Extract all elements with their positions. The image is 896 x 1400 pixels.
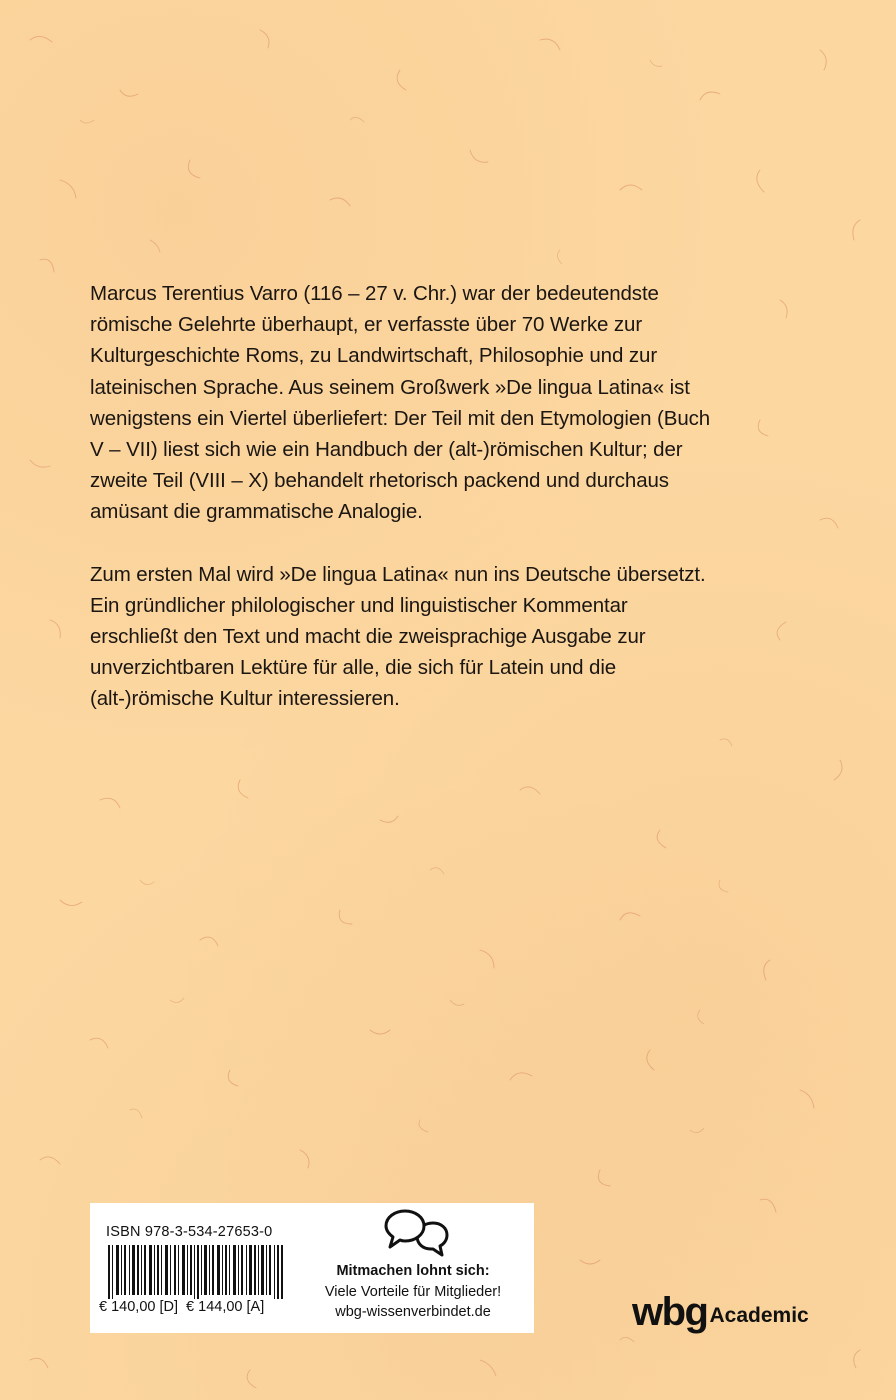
promo-text: Viele Vorteile für Mitglieder! [324, 1283, 502, 1300]
publisher-logo [632, 1290, 809, 1335]
back-cover-blurb [90, 278, 712, 746]
chat-bubbles-icon [383, 1209, 453, 1261]
price-line [99, 1299, 268, 1315]
logo-wbg: wbg [632, 1290, 708, 1334]
promo-website: wbg-wissenverbindet.de [335, 1304, 491, 1320]
logo-imprint: Academic [709, 1304, 809, 1327]
price-austria: € 144,00 [A] [186, 1299, 265, 1315]
blurb-paragraph-1: Marcus Terentius Varro (116 – 27 v. Chr.) war der bedeutendste römische Gelehrte überhaupt, er verfasste über 70 Werke zur Kulturgeschichte Roms, zu Landwirtschaft, Philosophie und zur lateinischen Sprache. Aus seinem Großwerk »De lingua Latina« ist wenigstens ein Viertel überliefert: Der Teil mit den Etymologien (Buch V – VII) liest sich wie ein Handbuch der (alt-)römischen Kultur; der zweite Teil (VIII – X) behandelt rhetorisch packend und durchaus amüsant die grammatische Analogie. [90, 282, 711, 524]
isbn-number: ISBN 978-3-534-27653-0 [106, 1224, 273, 1240]
barcode-label [90, 1203, 534, 1333]
blurb-paragraph-2: Zum ersten Mal wird »De lingua Latina« nun ins Deutsche übersetzt. Ein gründlicher philologischer und linguistischer Kommentar erschließt den Text und macht die zweisprachige Ausgabe zur unverzichtbaren Lektüre für alle, die sich für Latein und die (alt-)römische Kultur interessieren. [90, 562, 706, 711]
price-germany: € 140,00 [D] [99, 1299, 178, 1315]
membership-promo [300, 1261, 526, 1323]
barcode [108, 1245, 284, 1299]
promo-heading: Mitmachen lohnt sich: [336, 1263, 490, 1279]
